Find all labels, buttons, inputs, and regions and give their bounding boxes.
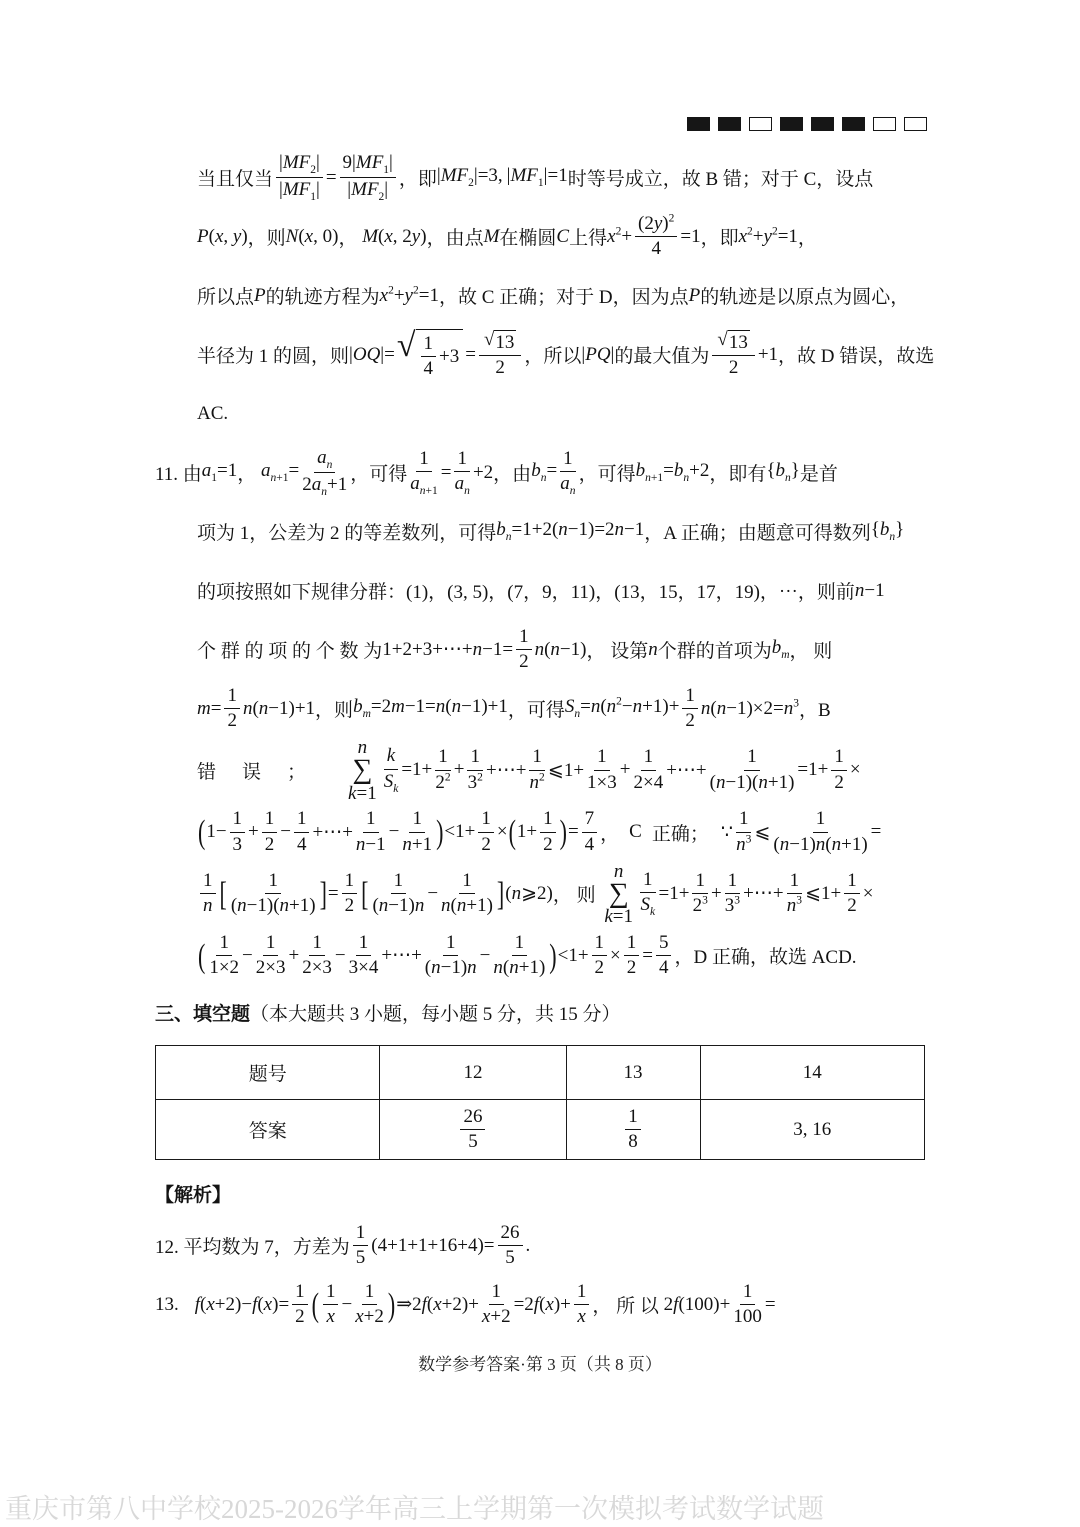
- fraction: $\frac{1}{n}$: [200, 870, 216, 918]
- text-line: ( $\frac{1}{1\times 2}$ − $\frac{1}{2\times 3}$ + $\frac{1}{2\times 3}$ − $\frac{1}{3\times 4}$ +⋯+ $\frac{1}{(n-1)n}$ − $\frac{1}{n(n+1)}$ ) <1+ $\frac{1}{2}$ × $\frac{1}{2}$ = $\frac{5}{4}$ ，D 正确，故选 ACD.: [198, 931, 857, 979]
- fraction: $\frac{1}{1\times 2}$: [209, 931, 240, 979]
- table-cell: 13: [566, 1046, 700, 1100]
- fraction: $\frac{1}{a_n}$: [560, 447, 576, 497]
- fraction: $\frac{1}{2}$: [516, 626, 532, 674]
- text-line: 错 误 ； n ∑ k=1 $\frac{k}{S_k}$ =1+ $\frac{1}{2^2}$ + $\frac{1}{3^2}$ +⋯+ $\frac{1}{n^2}$ ⩽1+ $\frac{1}{1\times 3}$ + $\frac{1}{2\times 4}$ +⋯+ $\frac{1}{(n-1)(n+1)}$ =1+ $\frac{1}{2}$ ×: [197, 737, 861, 804]
- fraction: $\frac{1}{n(n+1)}$: [493, 931, 546, 979]
- fraction: $\frac{1}{(n-1)(n+1)}$: [230, 869, 316, 917]
- empty-registration-mark: [904, 117, 927, 131]
- fraction: $\frac{1}{(n-1)n}$: [424, 931, 477, 979]
- fraction: $\frac{1}{3^2}$: [467, 746, 483, 793]
- fraction: $\frac{1}{4}$: [294, 808, 310, 856]
- fraction: $\frac{|MF_2|}{|MF_1|}$: [276, 152, 323, 204]
- fraction: √ 13 2: [479, 330, 521, 380]
- fraction: $\frac{a_n}{2a_n+1}$: [302, 446, 348, 498]
- text-line: 当且仅当 $\frac{|MF_2|}{|MF_1|}$ = $\frac{9|MF_1|}{|MF_2|}$ ，即 $|MF_2|=3$, $|MF_1|=1$ 时等号成立，故 B 错；对于 C，设点: [197, 151, 874, 203]
- fraction: $\frac{1}{n^3}$: [786, 869, 802, 917]
- table-cell: 14: [700, 1046, 924, 1100]
- empty-registration-mark: [873, 117, 896, 131]
- fraction: $\frac{1}{4}$: [421, 333, 437, 381]
- table-cell: 3, 16: [700, 1100, 924, 1160]
- fraction: $\frac{1}{100}$: [733, 1280, 762, 1328]
- fraction: $\frac{1}{x+2}$: [481, 1280, 511, 1328]
- fraction: $\frac{1}{2}$: [592, 932, 608, 980]
- square-root: √ 13: [717, 328, 748, 353]
- empty-registration-mark: [749, 117, 772, 131]
- text-line: 13. f(x+2)−f(x)= $\frac{1}{2}$ ( $\frac{1}{x}$ − $\frac{1}{x+2}$ ) ⇒2f(x+2)+ $\frac{1}{x+2}$ =2f(x)+ $\frac{1}{x}$ ， 所 以 2f(100)+ $\frac{1}{100}$ =: [155, 1280, 776, 1328]
- fraction: $\frac{1}{(n-1)n}$: [372, 869, 425, 917]
- fraction: $\frac{1}{2}$: [262, 808, 278, 856]
- registration-marks: [687, 117, 927, 131]
- fraction: $\frac{1}{2\times 3}$: [302, 931, 332, 979]
- fraction: $\frac{1}{2}$: [831, 746, 847, 794]
- text-line: P(x, y) ，则 N(x, 0) ， M(x, 2y) ，由点 M 在椭圆 C 上得 $x^2+$ $\frac{(2y)^2}{4}$ =1 ，即 $x^2+y^2=1$ ，: [197, 212, 817, 259]
- text-line: ( 1− $\frac{1}{3}$ + $\frac{1}{2}$ − $\frac{1}{4}$ +⋯+ $\frac{1}{n-1}$ − $\frac{1}{n+1}$ ) <1+ $\frac{1}{2}$ × ( 1+ $\frac{1}{2}$ ) = $\frac{7}{4}$ ， C 正确； ∵ $\frac{1}{n^3}$ ⩽ $\frac{1}{(n-1)n(n+1)}$ =: [198, 808, 882, 855]
- table-cell: [566, 1100, 700, 1160]
- text-line: 【解析】: [155, 1184, 232, 1206]
- text-line: $\frac{1}{n}$ [ $\frac{1}{(n-1)(n+1)}$ ] = $\frac{1}{2}$ [ $\frac{1}{(n-1)n}$ − $\frac{1}{n(n+1)}$ ] (n⩾2) ， 则 n ∑ k=1 $\frac{1}{S_k}$ =1+ $\frac{1}{2^3}$ + $\frac{1}{3^3}$ +⋯+ $\frac{1}{n^3}$ ⩽1+ $\frac{1}{2}$ ×: [155, 862, 945, 927]
- fraction: $\frac{26}{5}$: [498, 1222, 523, 1270]
- fraction: $\frac{1}{n^2}$: [529, 746, 545, 793]
- fraction: $\frac{1}{2}$: [292, 1281, 308, 1329]
- text-line: AC.: [197, 402, 229, 424]
- fraction: $\frac{1}{2\times 4}$: [633, 746, 664, 793]
- table-cell: 12: [380, 1046, 566, 1100]
- fraction: $\frac{1}{2^3}$: [692, 869, 708, 917]
- fraction: $\frac{1}{2\times 3}$: [255, 931, 286, 979]
- fraction: $\frac{1}{(n-1)n(n+1)}$: [773, 808, 868, 855]
- square-root: √ $\frac{1}{4}$ +3: [397, 329, 463, 381]
- fraction: $\frac{1}{3^3}$: [724, 869, 741, 917]
- fraction: $\frac{1}{(n-1)(n+1)}$: [709, 746, 795, 793]
- fraction: $\frac{9|MF_1|}{|MF_2|}$: [340, 152, 396, 204]
- fraction: $\frac{1}{a_{n+1}}$: [410, 447, 438, 497]
- filled-registration-mark: [780, 117, 803, 131]
- fraction: $\frac{k}{S_k}$: [383, 745, 399, 795]
- fraction: $\frac{1}{3}$: [230, 808, 246, 856]
- text-line: 三、填空题 （本大题共 3 小题，每小题 5 分，共 15 分）: [155, 1003, 621, 1025]
- page-footer: 数学参考答案·第 3 页（共 8 页）: [418, 1355, 662, 1374]
- summation: n ∑ k=1: [604, 860, 633, 928]
- text-line: 的项按照如下规律分群：(1)，(3, 5)，(7，9，11)，(13，15，17，19)，⋯，则前 n−1: [197, 579, 885, 603]
- fraction: $\frac{1}{2}$: [682, 685, 698, 733]
- fraction: $\frac{26}{5}$: [460, 1106, 485, 1154]
- fraction: $\frac{1}{S_k}$: [640, 869, 656, 919]
- text-line: 11. 由 $a_1=1$ ， $a_{n+1}=$ $\frac{a_n}{2a_n+1}$ ，可得 $\frac{1}{a_{n+1}}$ = $\frac{1}{a_n}$ +2 ，由 $b_n=$ $\frac{1}{a_n}$ ，可得 $b_{n+1}=b_n+2$ ，即有 $\{b_n\}$ 是首: [155, 446, 838, 498]
- text-line: m= $\frac{1}{2}$ n(n−1)+1 ，则 $b_m=2m-1=n(n-1)+1$ ，可得 $S_n=n(n^2-n+1)+$ $\frac{1}{2}$ $n(n-1)\times 2=n^3$ ，B: [197, 684, 831, 731]
- filled-registration-mark: [842, 117, 865, 131]
- fraction: $\frac{1}{2^2}$: [435, 746, 451, 793]
- table-cell: 答案: [156, 1100, 380, 1160]
- fraction: $\frac{(2y)^2}{4}$: [635, 213, 677, 261]
- filled-registration-mark: [718, 117, 741, 131]
- text-line: 个 群 的 项 的 个 数 为 1+2+3+⋯+n−1= $\frac{1}{2}$ n(n−1) ， 设第 n 个群的首项为 $b_m$ ， 则: [197, 625, 833, 672]
- fraction: $\frac{1}{2}$: [224, 685, 240, 733]
- fraction: $\frac{1}{n-1}$: [355, 808, 386, 855]
- fraction: $\frac{1}{n(n+1)}$: [441, 869, 493, 917]
- solution-text: [155, 148, 945, 1037]
- fraction: $\frac{1}{2}$: [844, 870, 860, 918]
- table-cell: [380, 1100, 566, 1160]
- fraction: $\frac{7}{4}$: [582, 808, 598, 856]
- fraction: √ 13 2: [712, 330, 754, 380]
- fraction: $\frac{1}{2}$: [342, 870, 358, 918]
- analysis-text: [155, 1170, 945, 1334]
- document-body: [155, 148, 945, 1334]
- text-line: 12. 平均数为 7，方差为 $\frac{1}{5}$ (4+1+1+16+4)= $\frac{26}{5}$ .: [155, 1221, 531, 1269]
- fraction: $\frac{1}{5}$: [353, 1222, 369, 1270]
- fraction: $\frac{1}{x+2}$: [355, 1280, 384, 1328]
- text-line: 半径为 1 的圆，则 |OQ|= √ $\frac{1}{4}$ +3 = √ 13 2 ，所以 |PQ| 的最大值为 √ 13 2 +1 ，故 D 错误，故选: [197, 326, 935, 379]
- table-row: [156, 1100, 925, 1160]
- fraction: $\frac{1}{a_n}$: [454, 447, 470, 497]
- fraction: $\frac{1}{2}$: [540, 808, 556, 856]
- square-root: √ 13: [483, 328, 515, 353]
- fraction: $\frac{1}{1\times 3}$: [587, 746, 617, 793]
- fraction: $\frac{1}{x}$: [574, 1281, 590, 1329]
- fraction: $\frac{1}{n^3}$: [736, 808, 752, 855]
- text-line: 所以点 P 的轨迹方程为 $x^2+y^2=1$ ，故 C 正确；对于 D，因为点 P 的轨迹是以原点为圆心，: [197, 284, 910, 308]
- filled-registration-mark: [687, 117, 710, 131]
- text-line: 项为 1，公差为 2 的等差数列，可得 $b_n=1+2(n-1)=2n-1$ ，A 正确；由题意可得数列 $\{b_n\}$: [197, 519, 905, 544]
- watermark-text: 重庆市第八中学校2025-2026学年高三上学期第一次模拟考试数学试题: [5, 1494, 824, 1524]
- table-row: [156, 1046, 925, 1100]
- fraction: $\frac{1}{x}$: [323, 1281, 339, 1329]
- fraction: $\frac{1}{8}$: [625, 1106, 641, 1154]
- summation: n ∑ k=1: [348, 737, 377, 804]
- filled-registration-mark: [811, 117, 834, 131]
- fraction: $\frac{1}{2}$: [478, 808, 494, 856]
- table-cell: 题号: [156, 1046, 380, 1100]
- fraction: $\frac{1}{3\times 4}$: [348, 931, 379, 979]
- fraction: $\frac{5}{4}$: [656, 932, 672, 980]
- fraction: $\frac{1}{n+1}$: [402, 808, 433, 855]
- fraction: $\frac{1}{2}$: [624, 932, 640, 980]
- answer-table: [155, 1045, 925, 1160]
